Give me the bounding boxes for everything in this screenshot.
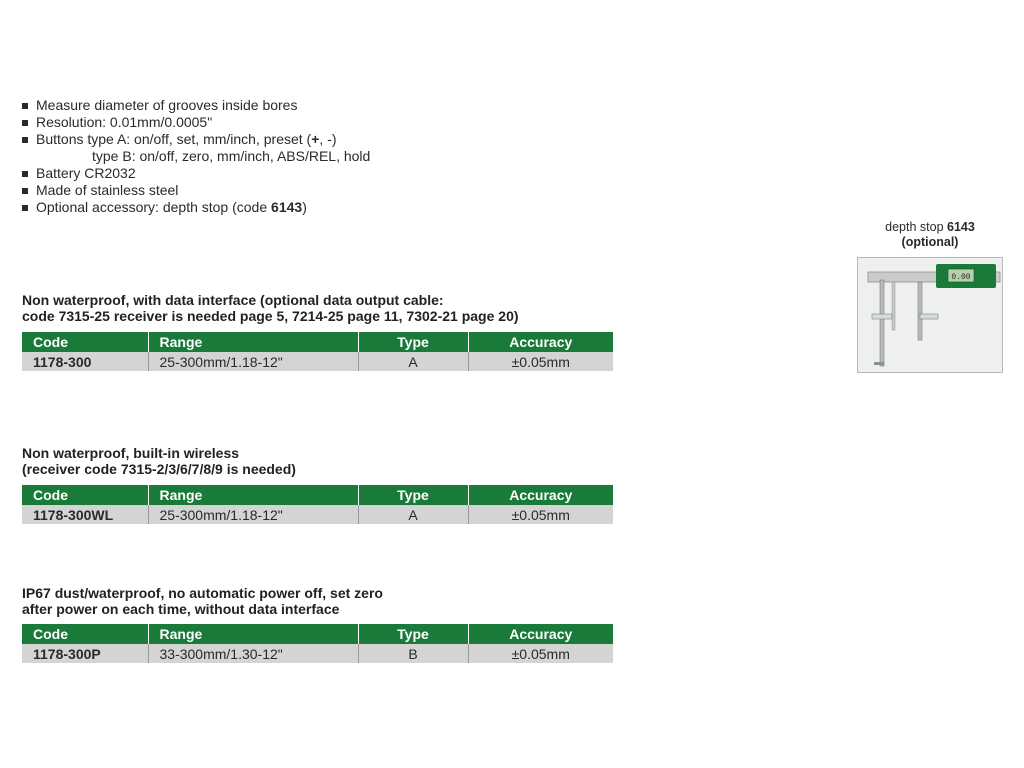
- feature-list: [22, 97, 370, 216]
- cell-type: B: [358, 644, 468, 663]
- section-title-waterproof: IP67 dust/waterproof, no automatic power off, set zero after power on each time, without data interface: [22, 585, 383, 617]
- table-header-row: [22, 332, 613, 352]
- table-row: [22, 505, 613, 524]
- svg-text:0.00: 0.00: [951, 273, 971, 282]
- feature-item: Optional accessory: depth stop (code 6143): [22, 199, 370, 216]
- feature-item: Made of stainless steel: [22, 182, 370, 199]
- feature-item: Measure diameter of grooves inside bores: [22, 97, 370, 114]
- feature-item: Buttons type A: on/off, set, mm/inch, preset (+, -): [22, 131, 370, 148]
- cell-accuracy: ±0.05mm: [468, 505, 613, 524]
- spec-table-waterproof: [22, 624, 613, 663]
- column-header-accuracy: Accuracy: [468, 332, 613, 352]
- cell-accuracy: ±0.05mm: [468, 352, 613, 371]
- cell-code: 1178-300WL: [22, 505, 148, 524]
- column-header-type: Type: [358, 332, 468, 352]
- depth-stop-image: [857, 257, 1003, 373]
- column-header-range: Range: [148, 332, 358, 352]
- feature-item-continuation: type B: on/off, zero, mm/inch, ABS/REL, hold: [92, 148, 371, 164]
- column-header-range: Range: [148, 485, 358, 505]
- caliper-depth-stop-icon: [858, 258, 1002, 372]
- column-header-code: Code: [22, 485, 148, 505]
- column-header-code: Code: [22, 624, 148, 644]
- column-header-accuracy: Accuracy: [468, 485, 613, 505]
- column-header-type: Type: [358, 624, 468, 644]
- column-header-type: Type: [358, 485, 468, 505]
- cell-range: 25-300mm/1.18-12": [148, 352, 358, 371]
- cell-code: 1178-300: [22, 352, 148, 371]
- cell-type: A: [358, 505, 468, 524]
- spec-table-data-interface: [22, 332, 613, 371]
- table-row: [22, 644, 613, 663]
- feature-item: Resolution: 0.01mm/0.0005": [22, 114, 370, 131]
- section-title-wireless: Non waterproof, built-in wireless (receiver code 7315-2/3/6/7/8/9 is needed): [22, 445, 296, 477]
- cell-type: A: [358, 352, 468, 371]
- table-row: [22, 352, 613, 371]
- depth-stop-caption: depth stop 6143 (optional): [885, 220, 975, 249]
- section-title-data-interface: Non waterproof, with data interface (optional data output cable: code 7315-25 receiver is needed page 5, 7214-25 page 11, 7302-21 page 20): [22, 292, 519, 324]
- cell-code: 1178-300P: [22, 644, 148, 663]
- column-header-range: Range: [148, 624, 358, 644]
- feature-item: Battery CR2032: [22, 165, 370, 182]
- column-header-code: Code: [22, 332, 148, 352]
- table-header-row: [22, 485, 613, 505]
- spec-table-wireless: [22, 485, 613, 524]
- column-header-accuracy: Accuracy: [468, 624, 613, 644]
- cell-range: 33-300mm/1.30-12": [148, 644, 358, 663]
- table-header-row: [22, 624, 613, 644]
- cell-range: 25-300mm/1.18-12": [148, 505, 358, 524]
- cell-accuracy: ±0.05mm: [468, 644, 613, 663]
- depth-stop-figure: [857, 220, 1003, 373]
